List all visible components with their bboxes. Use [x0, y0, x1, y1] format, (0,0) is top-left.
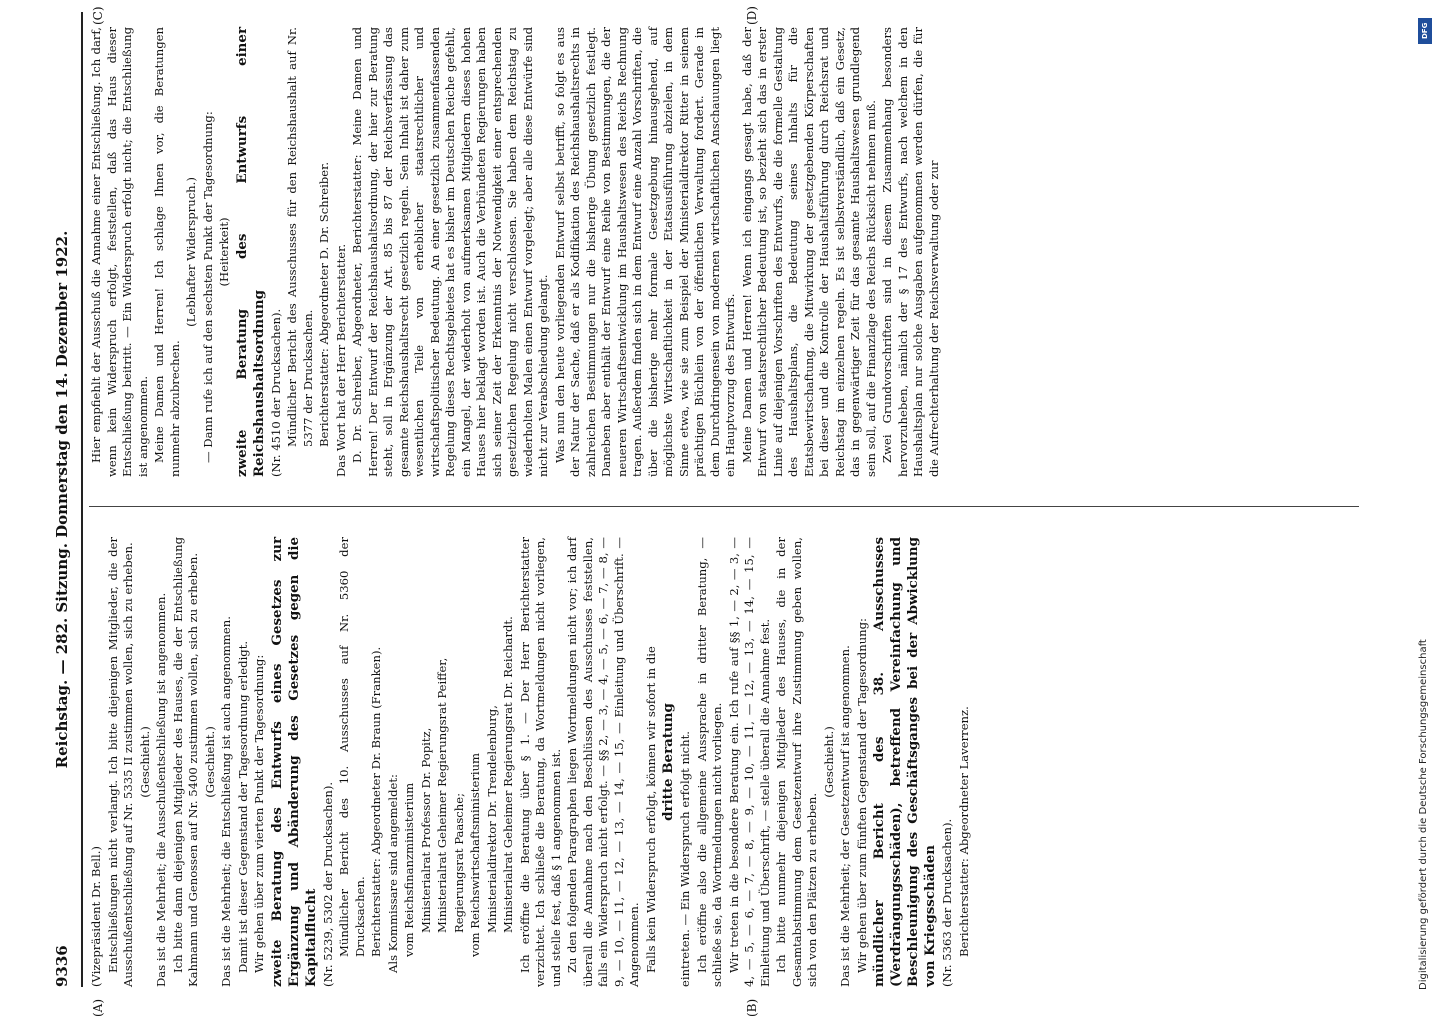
right-column-paragraph: Das Wort hat der Herr Berichterstatter.	[333, 243, 348, 477]
margin-marker-c: (C)	[91, 6, 105, 25]
left-column-paragraph: Falls kein Widerspruch erfolgt, können wir sofort in die	[643, 646, 658, 973]
left-column-paragraph: mündlicher Bericht des 38. Ausschusses (Verdrängungsschäden), betreffend Vereinfachung und Beschleunigung des Geschäftsganges bei der Abwicklung von Kriegsschäden	[871, 537, 938, 987]
left-column-paragraph: Mündlicher Bericht des 10. Ausschusses auf Nr. 5360 der Drucksachen.	[337, 537, 367, 957]
left-column-paragraph: (Geschieht.)	[202, 726, 217, 798]
left-column-paragraph: Ministerialrat Geheimer Regierungsrat Dr. Reichardt.	[501, 616, 515, 933]
left-column-paragraph: Ich bitte nunmehr diejenigen Mitglieder des Hauses, die in der Gesamtabstimmung dem Gesetzentwurf ihre Zustimmung geben wollen, sich von den Plätzen zu erheben.	[774, 537, 819, 987]
right-column-paragraph: Meine Damen und Herren! Wenn ich eingangs gesagt habe, daß der Entwurf von staatsrechtlicher Bedeutung ist, so bezieht sich das in erster Linie auf diejenigen Vorschriften des Entwurfs, die die formelle Gestaltung des Haushaltsplans, die Bedeutung seines Inhalts für die Etatsbewirtschaftung, die Mitwirkung der gesetzgebenden Körperschaften bei dieser und die Kontrolle der Haushaltsführung durch Reichsrat und Reichstag im einzelnen regeln. Es ist selbstverständlich, daß ein Gesetz, das in gegenwärtiger Zeit für das gesamte Haushaltswesen grundlegend sein soll, auf die Finanzlage des Reichs Rücksicht nehmen muß.	[739, 27, 878, 477]
left-column-paragraph: Ministerialdirektor Dr. Trendelenburg,	[484, 705, 499, 933]
left-column-paragraph: Regierungsrat Paasche;	[451, 792, 466, 933]
right-column-paragraph: Was nun den heute vorliegenden Entwurf selbst betrifft, so folgt es aus der Natur der Sache, daß er als Kodifikation des Reichshaushaltsrechts in zahlreichen Bestimmungen nur die bisherige Übung gesetzlich festlegt. Daneben aber enthält der Entwurf eine Reihe von Bestimmungen, die der neueren Wirtschaftsentwicklung im Haushaltswesen des Reichs Rechnung tragen. Außerdem finden sich in dem Entwurf eine Anzahl Vorschriften, die über die bisherige mehr formale Gesetzgebung hinausgehend, auf möglichste Wirtschaftlichkeit in der Etatsausführung abzielen, in dem Sinne etwa, wie sie zum Beispiel der Ministerialdirektor Ritter in seinem prächtigen Büchlein von der öffentlichen Verwaltung fordert. Gerade in dem Durchdringensein von modernen wirtschaftlichen Anschauungen liegt ein Hauptvorzug des Entwurfs.	[552, 27, 737, 477]
left-column-paragraph: Wir gehen über zum fünften Gegenstand der Tagesordnung:	[854, 618, 869, 973]
right-column-paragraph: Mündlicher Bericht des Ausschusses für den Reichshaushalt auf Nr. 5377 der Drucksachen.	[285, 27, 315, 447]
right-column-paragraph: (Nr. 4510 der Drucksachen).	[268, 308, 283, 477]
margin-marker-b: (B)	[745, 998, 759, 1017]
left-column-paragraph: Berichterstatter: Abgeordneter Laverrenz.	[956, 706, 971, 957]
left-column-paragraph: Wir gehen über zum vierten Punkt der Tagesordnung:	[252, 654, 266, 973]
margin-marker-a: (A)	[91, 998, 105, 1017]
left-column-paragraph: Zu den folgenden Paragraphen liegen Wortmeldungen nicht vor; ich darf überall die Annahme nach den Beschlüssen des Ausschusses feststellen, falls ein Widerspruch nicht erfolgt. — §§ 2, — 3, — 4, — 5, — 6, — 7, — 8, — 9, — 10, — 11, — 12, — 13, — 14, — 15, — Einleitung und Überschrift. — Angenommen.	[565, 537, 641, 987]
right-column-paragraph: Hier empfiehlt der Ausschuß die Annahme einer Entschließung. Ich darf, wenn kein Widerspruch erfolgt, feststellen, daß das Haus dieser Entschließung beitritt. — Ein Widerspruch erfolgt nicht; die Entschließung ist angenommen.	[89, 27, 150, 477]
left-column-paragraph: (Geschieht.)	[821, 726, 836, 798]
right-column-paragraph: Berichterstatter: Abgeordneter D. Dr. Schreiber.	[317, 161, 331, 447]
header-rule	[81, 12, 83, 987]
running-title: Reichstag. — 282. Sitzung. Donnerstag den 14. Dezember 1922.	[53, 230, 71, 769]
sidebar-credit	[1418, 10, 1434, 990]
left-column-paragraph: (Geschieht.)	[137, 726, 152, 798]
left-column-paragraph: Ministerialrat Geheimer Regierungsrat Peiffer,	[435, 657, 449, 933]
right-column-paragraph: D. Dr. Schreiber, Abgeordneter, Berichterstatter: Meine Damen und Herren! Der Entwurf der Reichshaushaltsordnung, der hier zur Beratung steht, soll in Ergänzung der Art. 85 bis 87 der Reichsverfassung das gesamte Reichshaushaltsrecht gesetzlich regeln. Sein Inhalt ist daher zum wesentlichen Teile von erheblicher staatsrechtlicher und wirtschaftspolitischer Bedeutung. An einer gesetzlich zusammenfassenden Regelung dieses Rechtsgebietes hat es bisher im Deutschen Reiche gefehlt, ein Mangel, der wiederholt von aufmerksamen Mitgliedern dieses hohen Hauses hier beklagt worden ist. Auch die Verbündeten Regierungen haben sich seiner Zeit der Erkenntnis der Notwendigkeit einer entsprechenden gesetzlichen Regelung nicht verschlossen. Sie haben dem Reichstag zu wiederholten Malen einen Entwurf vorgelegt; aber alle diese Entwürfe sind nicht zur Verabschiedung gelangt.	[350, 27, 550, 477]
left-column-paragraph: vom Reichsfinanzministerium	[402, 782, 416, 957]
left-column-paragraph: Wir treten in die besondere Beratung ein. Ich rufe auf §§ 1, — 2, — 3, — 4, — 5, — 6, — 7, — 8, — 9, — 10, — 11, — 12, — 13, — 14, — 15, — Einleitung und Überschrift, — stelle überall die Annahme fest.	[726, 537, 772, 987]
right-column-paragraph: — Dann rufe ich auf den sechsten Punkt der Tagesordnung:	[200, 111, 215, 463]
left-column	[89, 537, 973, 987]
left-column-paragraph: Das ist die Mehrheit; die Entschließung ist auch angenommen.	[219, 616, 233, 987]
left-column-paragraph: zweite Beratung des Entwurfs eines Gesetzes zur Ergänzung und Abänderung des Gesetzes gegen die Kapitalflucht	[268, 537, 319, 987]
page-header	[45, 12, 79, 987]
left-column-paragraph: eintreten. — Ein Widerspruch erfolgt nicht.	[678, 731, 692, 987]
right-column-paragraph: (Heiterkeit)	[217, 217, 231, 287]
page-number: 9336	[53, 945, 71, 987]
right-column-paragraph: (Lebhafter Widerspruch.)	[184, 177, 198, 327]
dfg-logo: DFG	[1418, 18, 1432, 44]
digitization-credit: Digitalisierung gefördert durch die Deutsche Forschungsgemeinschaft	[1418, 639, 1429, 990]
left-column-paragraph: Entschließungen nicht verlangt. Ich bitte diejenigen Mitglieder, die der Ausschußentschließung auf Nr. 5335 II zustimmen wollen, sich zu erheben.	[105, 537, 135, 987]
left-column-paragraph: vom Reichswirtschaftsministerium	[468, 752, 482, 957]
right-column	[89, 27, 943, 477]
column-divider	[89, 506, 1359, 507]
left-column-paragraph: Als Kommissare sind angemeldet:	[385, 774, 400, 973]
left-column-paragraph: (Nr. 5239, 5302 der Drucksachen).	[320, 781, 335, 987]
left-column-paragraph: dritte Beratung	[660, 703, 676, 821]
right-column-paragraph: Zwei Grundvorschriften sind in diesem Zusammenhang besonders hervorzuheben, nämlich der § 17 des Entwurfs, nach welchem in den Haushaltsplan nur solche Ausgaben aufgenommen werden dürfen, die für die Aufrechterhaltung der Reichsverwaltung oder zur	[880, 27, 941, 477]
right-column-paragraph: zweite Beratung des Entwurfs einer Reichshaushaltsordnung	[233, 27, 267, 477]
left-column-paragraph: Ich bitte dann diejenigen Mitglieder des Hauses, die der Entschließung Kahmann und Genossen auf Nr. 5400 zustimmen wollen, sich zu erheben.	[170, 537, 200, 987]
left-column-paragraph: (Vizepräsident Dr. Bell.)	[89, 846, 103, 987]
rotated-print-page	[45, 6, 1375, 1017]
left-column-paragraph: Das ist die Mehrheit; die Ausschußentschließung ist angenommen.	[154, 592, 168, 987]
left-column-paragraph: Ministerialrat Professor Dr. Popitz,	[418, 727, 433, 933]
left-column-paragraph: Das ist die Mehrheit; der Gesetzentwurf ist angenommen.	[838, 645, 852, 987]
left-column-paragraph: Berichterstatter: Abgeordneter Dr. Braun (Franken).	[369, 646, 383, 957]
left-column-paragraph: Damit ist dieser Gegenstand der Tagesordnung erledigt.	[235, 640, 250, 973]
left-column-paragraph: (Nr. 5363 der Drucksachen).	[940, 818, 954, 987]
left-column-paragraph: Ich eröffne also die allgemeine Aussprache in dritter Beratung, — schließe sie, da Wortmeldungen nicht vorliegen.	[694, 537, 724, 987]
left-column-paragraph: Ich eröffne die Beratung über § 1. — Der Herr Berichterstatter verzichtet. Ich schließe die Beratung, da Wortmeldungen nicht vorliegen, und stelle fest, daß § 1 angenommen ist.	[517, 537, 563, 987]
right-column-paragraph: Meine Damen und Herren! Ich schlage Ihnen vor, die Beratungen nunmehr abzubrechen.	[152, 27, 182, 477]
margin-marker-d: (D)	[745, 6, 759, 25]
